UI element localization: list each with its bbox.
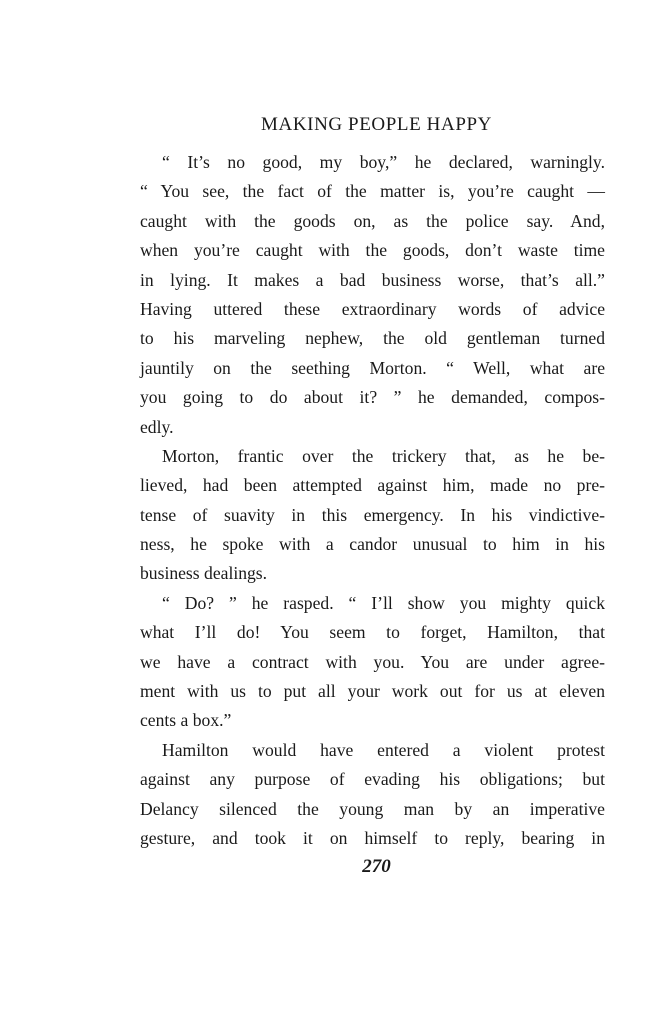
text-line: ness, he spoke with a candor unusual to him in his	[140, 534, 605, 555]
text-line: Morton, frantic over the trickery that, as he be-	[162, 445, 605, 466]
text-line: jauntily on the seething Morton. “ Well, what are	[140, 357, 605, 378]
text-line: Hamilton would have entered a violent protest	[162, 739, 605, 760]
book-page	[140, 112, 605, 881]
paragraph-2	[140, 442, 605, 589]
text-line: “ You see, the fact of the matter is, you’re caught —	[140, 181, 605, 202]
text-line: edly.	[140, 416, 174, 437]
paragraph-1	[140, 148, 605, 442]
text-line: business dealings.	[140, 563, 268, 584]
text-line: to his marveling nephew, the old gentleman turned	[140, 328, 605, 349]
text-line: we have a contract with you. You are under agree-	[140, 651, 605, 672]
page-number: 270	[362, 856, 391, 878]
text-line: when you’re caught with the goods, don’t waste time	[140, 240, 605, 261]
paragraph-4	[140, 736, 605, 854]
text-line: gesture, and took it on himself to reply, bearing in	[140, 827, 605, 848]
text-line: you going to do about it? ” he demanded, compos-	[140, 387, 605, 408]
text-line: against any purpose of evading his obligations; but	[140, 769, 605, 790]
text-line: tense of suavity in this emergency. In his vindictive-	[140, 504, 605, 525]
running-head: MAKING PEOPLE HAPPY	[261, 114, 492, 135]
paragraph-3	[140, 589, 605, 736]
text-line: caught with the goods on, as the police say. And,	[140, 210, 605, 231]
text-line: ment with us to put all your work out for us at eleven	[140, 681, 605, 702]
text-line: cents a box.”	[140, 710, 232, 731]
text-line: “ Do? ” he rasped. “ I’ll show you mighty quick	[162, 592, 605, 613]
text-line: in lying. It makes a bad business worse, that’s all.”	[140, 269, 605, 290]
text-line: Having uttered these extraordinary words of advice	[140, 298, 605, 319]
text-line: Delancy silenced the young man by an imperative	[140, 798, 605, 819]
text-line: what I’ll do! You seem to forget, Hamilton, that	[140, 622, 605, 643]
text-line: lieved, had been attempted against him, made no pre-	[140, 475, 605, 496]
text-line: “ It’s no good, my boy,” he declared, warningly.	[162, 152, 605, 172]
